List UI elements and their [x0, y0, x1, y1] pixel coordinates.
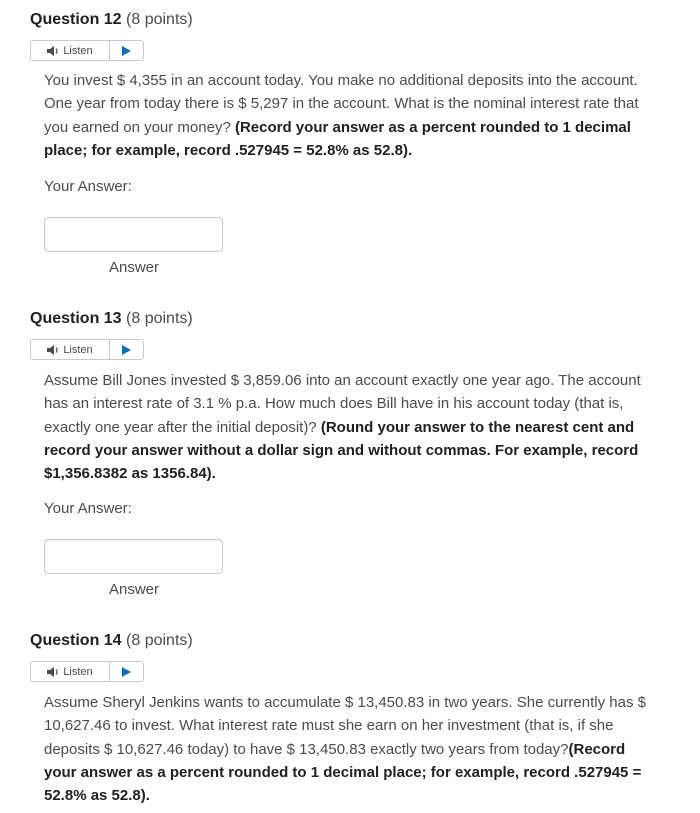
question-points: (8 points) — [126, 11, 193, 28]
your-answer-label: Your Answer: — [44, 500, 132, 517]
question-text-bold: (Record your answer as a percent rounded to 1 decimal place; for example, record .527945 = 52.8% as 52.8). — [44, 118, 631, 159]
listen-control — [30, 339, 144, 360]
listen-label: Listen — [63, 665, 93, 678]
question-text-bold: (Round your answer to the nearest cent and record your answer without a dollar sign and without commas. For example, record $1,356.8382 as 1356.84). — [44, 418, 639, 483]
question-text — [44, 69, 654, 162]
speaker-icon — [47, 46, 60, 56]
question-text-plain: Assume Sheryl Jenkins wants to accumulate $ 13,450.83 in two years. She currently has $ 10,627.46 to invest. What interest rate must she earn on her investment (that is, if she deposits $ 10,627.46 today) to have $ 13,450.83 exactly two years from today? — [44, 694, 646, 758]
question-text — [44, 691, 654, 807]
listen-label: Listen — [63, 44, 93, 57]
play-icon — [122, 46, 131, 56]
question-title — [30, 11, 193, 29]
answer-input[interactable] — [44, 217, 223, 252]
question-number: Question 13 — [30, 310, 122, 327]
listen-control — [30, 40, 144, 61]
play-icon — [122, 667, 131, 677]
answer-input[interactable] — [44, 539, 223, 574]
speaker-icon — [47, 345, 60, 355]
play-button[interactable] — [110, 340, 143, 359]
question-number: Question 14 — [30, 632, 122, 649]
listen-control — [30, 661, 144, 682]
question-title — [30, 632, 193, 650]
question-points: (8 points) — [126, 310, 193, 327]
question-text-plain: You invest $ 4,355 in an account today. You make no additional deposits into the account. One year from today there is $ 5,297 in the account. What is the nominal interest rate that you earned on your money? — [44, 72, 639, 136]
question-text — [44, 369, 654, 485]
play-button[interactable] — [110, 662, 143, 681]
listen-button[interactable] — [31, 41, 110, 60]
question-title — [30, 310, 193, 328]
speaker-icon — [47, 667, 60, 677]
listen-button[interactable] — [31, 340, 110, 359]
question-number: Question 12 — [30, 11, 122, 28]
your-answer-label: Your Answer: — [44, 178, 132, 195]
play-icon — [122, 345, 131, 355]
answer-caption: Answer — [109, 581, 160, 598]
play-button[interactable] — [110, 41, 143, 60]
question-points: (8 points) — [126, 632, 193, 649]
question-text-bold: (Record your answer as a percent rounded to 1 decimal place; for example, record .527945 = 52.8% as 52.8). — [44, 740, 642, 805]
answer-caption: Answer — [109, 259, 160, 276]
listen-label: Listen — [63, 343, 93, 356]
listen-button[interactable] — [31, 662, 110, 681]
question-text-plain: Assume Bill Jones invested $ 3,859.06 into an account exactly one year ago. The account has an interest rate of 3.1 % p.a. How much does Bill have in his account today (that is, exactly one year after the initial deposit)? — [44, 372, 641, 436]
